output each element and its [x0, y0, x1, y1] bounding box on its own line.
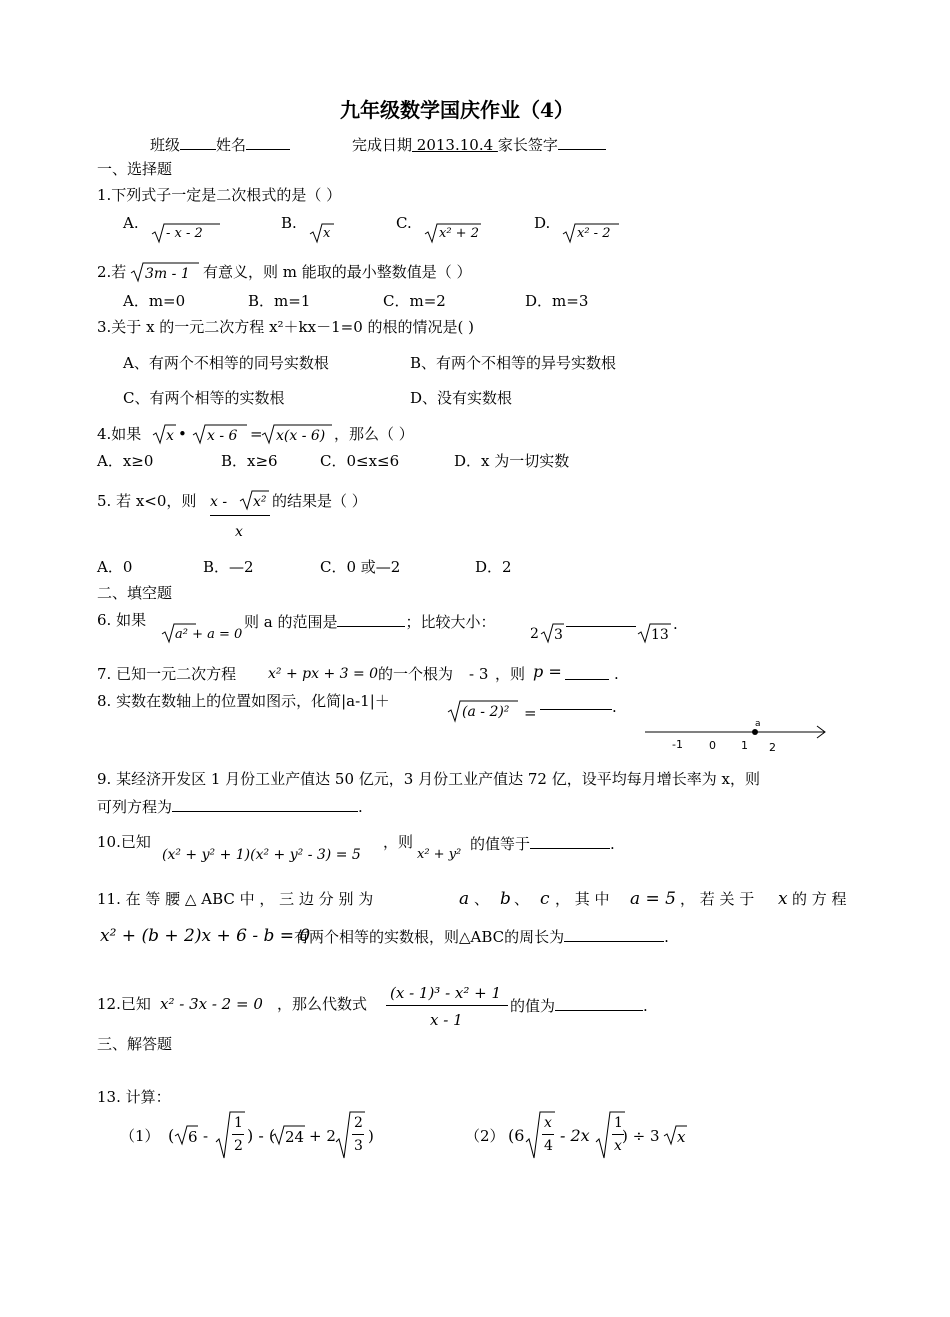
q1-option-c: C. [396, 214, 412, 232]
q1-b-radical: x [310, 222, 335, 244]
q4-suffix: ，那么（ ） [334, 425, 414, 443]
q6-end: . [673, 615, 678, 633]
q5-option-c: C．0 或—2 [320, 558, 401, 576]
class-label: 班级 [150, 136, 181, 154]
q12-suffix: 的值为 . [510, 994, 648, 1016]
q2-option-d: D．m=3 [525, 292, 589, 310]
q11-blank[interactable] [564, 925, 664, 942]
q5-num-radical: x² [240, 489, 270, 511]
q12-blank[interactable] [555, 994, 643, 1011]
q1-stem: 1.下列式子一定是二次根式的是（ ） [97, 186, 342, 204]
q13-p1-plus: + 2 [309, 1127, 336, 1145]
date-label: 完成日期 [352, 136, 413, 154]
q13-p2-minus: - 2x [560, 1126, 590, 1145]
q12-denominator: x - 1 [430, 1011, 463, 1029]
q11-mid: ， 其 中 [555, 890, 610, 908]
q5-suffix: 的结果是（ ） [272, 492, 367, 510]
q6-prefix: 6. 如果 [97, 611, 147, 629]
q5-option-b: B．—2 [203, 558, 254, 576]
q6-left-radical: 3 [541, 622, 565, 644]
q11-tail: 的 方 程 [792, 890, 847, 908]
q3-option-b: B、有两个不相等的异号实数根 [410, 354, 617, 372]
q13-p2-radical: x [664, 1124, 688, 1146]
page-title: 九年级数学国庆作业（4） [340, 98, 574, 122]
q12-fraction-bar [386, 1005, 508, 1006]
q11-a: a [459, 889, 470, 909]
q10-blank[interactable] [530, 832, 610, 849]
section-three: 三、解答题 [97, 1035, 173, 1053]
q10-mid: ，则 [383, 833, 414, 851]
q7-end: . [614, 665, 619, 683]
q11-b: b [500, 889, 511, 909]
q5-fraction-bar [210, 515, 270, 516]
axis-label-2: 2 [769, 741, 776, 754]
q4-option-c: C．0≤x≤6 [320, 452, 400, 470]
q7-prefix: 7. 已知一元二次方程 [97, 665, 237, 683]
q13-p2-open: (6 [508, 1126, 525, 1145]
section-one: 一、选择题 [97, 160, 173, 178]
q10-expr: (x² + y² + 1)(x² + y² - 3) = 5 [162, 847, 361, 863]
q9-blank[interactable] [172, 795, 358, 812]
q8-radical: (a - 2)² [448, 699, 520, 723]
q4-prefix: 4.如果 [97, 425, 142, 443]
q13-p1-close: ) [368, 1127, 374, 1145]
q13-part1-label: （1） [120, 1127, 160, 1145]
q11-sep1: 、 [474, 890, 490, 908]
axis-label-0: 0 [709, 739, 716, 752]
q2-option-c: C．m=2 [383, 292, 446, 310]
q7-mid2: ，则 [495, 665, 526, 683]
q1-option-b: B. [281, 214, 297, 232]
q13-p2-close: ) ÷ 3 [622, 1127, 660, 1145]
q1-d-radical: x² - 2 [563, 222, 621, 244]
q4-eq: = [250, 425, 263, 443]
q13-p1-frac-radical-1: 1 2 [216, 1110, 246, 1160]
class-blank[interactable] [180, 133, 216, 150]
header-line [150, 133, 290, 155]
q10-expr2: x² + y² [417, 847, 462, 862]
q4-dot: • [178, 425, 187, 443]
q4-radical-1: x [153, 423, 177, 445]
q11-x: x [778, 889, 788, 909]
q11-aeq: a = 5 [630, 889, 677, 909]
date-value: 2013.10.4 [412, 136, 498, 154]
q1-option-a: A. [123, 214, 139, 232]
q8-eq: = [524, 704, 537, 722]
number-line [645, 718, 830, 758]
q7-p: p = [533, 662, 562, 681]
q6-blank-1[interactable] [337, 610, 405, 627]
q2-option-a: A．m=0 [123, 292, 186, 310]
parent-label: 家长签字 [497, 136, 558, 154]
q13-p1-minus: - [203, 1127, 209, 1145]
q4-radical-3: x(x - 6) [262, 423, 334, 445]
q13-p1-radical-1: 6 [175, 1124, 199, 1146]
q9-line2: 可列方程为 . [97, 795, 363, 817]
parent-blank[interactable] [558, 133, 606, 150]
q7-equation: x² + px + 3 = 0 [268, 666, 379, 682]
q4-option-a: A．x≥0 [97, 452, 154, 470]
q12-numerator: (x - 1)³ - x² + 1 [390, 984, 502, 1002]
name-label: 姓名 [216, 136, 247, 154]
q13-p2-frac-radical-2: 1 x [596, 1110, 626, 1160]
q8-prefix: 8. 实数在数轴上的位置如图示，化简|a-1|＋ [97, 692, 390, 710]
q2-suffix: 有意义，则 m 能取的最小整数值是（ ） [203, 263, 472, 281]
axis-point-a: a [755, 719, 761, 729]
q11-c: c [540, 889, 550, 909]
q12-prefix: 12.已知 [97, 995, 151, 1013]
section-two: 二、填空题 [97, 584, 173, 602]
date-line [352, 133, 606, 155]
q5-option-d: D．2 [475, 558, 512, 576]
q12-mid: ，那么代数式 [277, 995, 368, 1013]
q3-option-d: D、没有实数根 [410, 389, 513, 407]
q11-equation: x² + (b + 2)x + 6 - b = 0 [100, 926, 311, 946]
q2-prefix: 2.若 [97, 263, 127, 281]
q7-mid: 的一个根为 [378, 665, 454, 683]
q10-prefix: 10.已知 [97, 833, 151, 851]
q2-option-b: B．m=1 [248, 292, 311, 310]
q2-radical: 3m - 1 [131, 261, 201, 283]
q8-blank[interactable] [540, 709, 612, 710]
q1-c-radical: x² + 2 [425, 222, 483, 244]
q3-option-a: A、有两个不相等的同号实数根 [123, 354, 329, 372]
q5-option-a: A．0 [97, 558, 133, 576]
q7-root: - 3 [469, 665, 489, 683]
q3-stem: 3.关于 x 的一元二次方程 x²＋kx－1=0 的根的情况是( ) [97, 318, 474, 336]
q7-blank[interactable] [565, 679, 609, 680]
axis-label-1: 1 [741, 739, 748, 752]
q13-stem: 13. 计算： [97, 1088, 171, 1106]
q1-a-radical: - x - 2 [152, 222, 222, 244]
axis-label-neg1: -1 [672, 738, 683, 751]
q6-right-radical: 13 [638, 622, 672, 644]
q13-part2-label: （2） [465, 1127, 505, 1145]
q12-equation: x² - 3x - 2 = 0 [160, 995, 263, 1013]
q13-p1-frac-radical-2: 2 3 [336, 1110, 366, 1160]
q13-p1-radical-2: 24 [272, 1124, 306, 1146]
q4-option-d: D．x 为一切实数 [454, 452, 570, 470]
q10-suffix: 的值等于 . [470, 832, 615, 854]
q3-option-c: C、有两个相等的实数根 [123, 389, 285, 407]
q4-radical-2: x - 6 [193, 423, 249, 445]
q13-p1-open: ( [168, 1126, 175, 1145]
q11-suffix: 有两个相等的实数根，则△ABC的周长为 . [294, 925, 669, 947]
q6-mid: 则 a 的范围是 ；比较大小： [244, 610, 496, 632]
q4-option-b: B．x≥6 [221, 452, 278, 470]
q5-numerator: x - [210, 494, 228, 510]
q9-line1: 9. 某经济开发区 1 月份工业产值达 50 亿元，3 月份工业产值达 72 亿，设平均每月增长率为 x，则 [97, 770, 760, 788]
q8-end: . [612, 698, 617, 716]
q6-left: 2 [530, 626, 539, 642]
name-blank[interactable] [246, 133, 290, 150]
q11-mid2: ， 若 关 于 [680, 890, 755, 908]
q11-line1: 11. 在 等 腰 △ ABC 中 ， 三 边 分 别 为 [97, 890, 374, 908]
q11-sep2: 、 [514, 890, 530, 908]
q13-p1-mid: ) - ( [247, 1126, 276, 1145]
q5-denominator: x [235, 524, 243, 540]
q6-radical: a² + a = 0 [162, 622, 242, 644]
q6-compare-blank[interactable] [566, 626, 636, 627]
q1-option-d: D. [534, 214, 551, 232]
q13-p2-frac-radical-1: x 4 [526, 1110, 556, 1160]
q5-prefix: 5. 若 x<0，则 [97, 492, 197, 510]
